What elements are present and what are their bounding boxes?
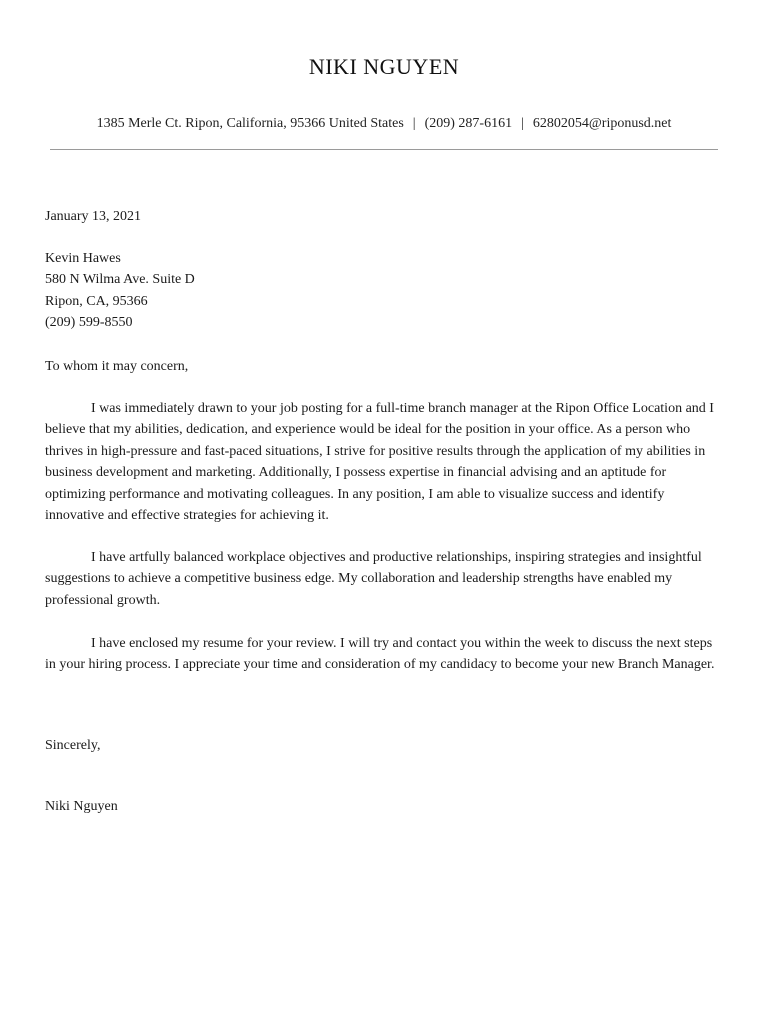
- salutation: To whom it may concern,: [45, 359, 189, 374]
- contact-email: 62802054@riponusd.net: [532, 116, 672, 131]
- recipient-street: 580 N Wilma Ave. Suite D: [45, 272, 195, 288]
- contact-separator: |: [521, 116, 524, 131]
- closing: Sincerely,: [45, 738, 101, 753]
- contact-separator: |: [412, 116, 416, 131]
- recipient-city-line: Ripon, CA, 95366: [45, 293, 148, 309]
- recipient-block: [45, 248, 725, 334]
- signature-name: Niki Nguyen: [45, 799, 118, 814]
- contact-line: [0, 116, 768, 132]
- body-paragraph-2: I have artfully balanced workplace objectives and productive relationships, inspiring strategies and insightful suggestions to achieve a competitive business edge. My collaboration and leadership strengths have enabled my professional growth.: [45, 550, 702, 608]
- applicant-name-heading: NIKI NGUYEN: [308, 54, 460, 79]
- recipient-name: Kevin Hawes: [45, 251, 121, 266]
- recipient-phone: (209) 599-8550: [45, 315, 133, 331]
- contact-address: 1385 Merle Ct. Ripon, California, 95366 United States: [96, 116, 404, 131]
- letter-date: January 13, 2021: [45, 209, 142, 224]
- body-paragraph-3: I have enclosed my resume for your review. I will try and contact you within the week to discuss the next steps in your hiring process. I appreciate your time and consideration of my candidacy to become your new Branch Manager.: [45, 636, 715, 673]
- contact-phone: (209) 287-6161: [424, 116, 513, 131]
- header-divider: [50, 149, 718, 150]
- body-paragraph-1: I was immediately drawn to your job posting for a full-time branch manager at the Ripon Office Location and I believe that my abilities, dedication, and experience would be ideal for the position in your office. As a person who thrives in high-pressure and fast-paced situations, I strive for positive results through the application of my abilities in business development and marketing. Additionally, I possess expertise in financial advising and an aptitude for optimizing performance and motivating colleagues. In any position, I am able to visualize success and identify innovative and effective strategies for achieving it.: [45, 401, 714, 524]
